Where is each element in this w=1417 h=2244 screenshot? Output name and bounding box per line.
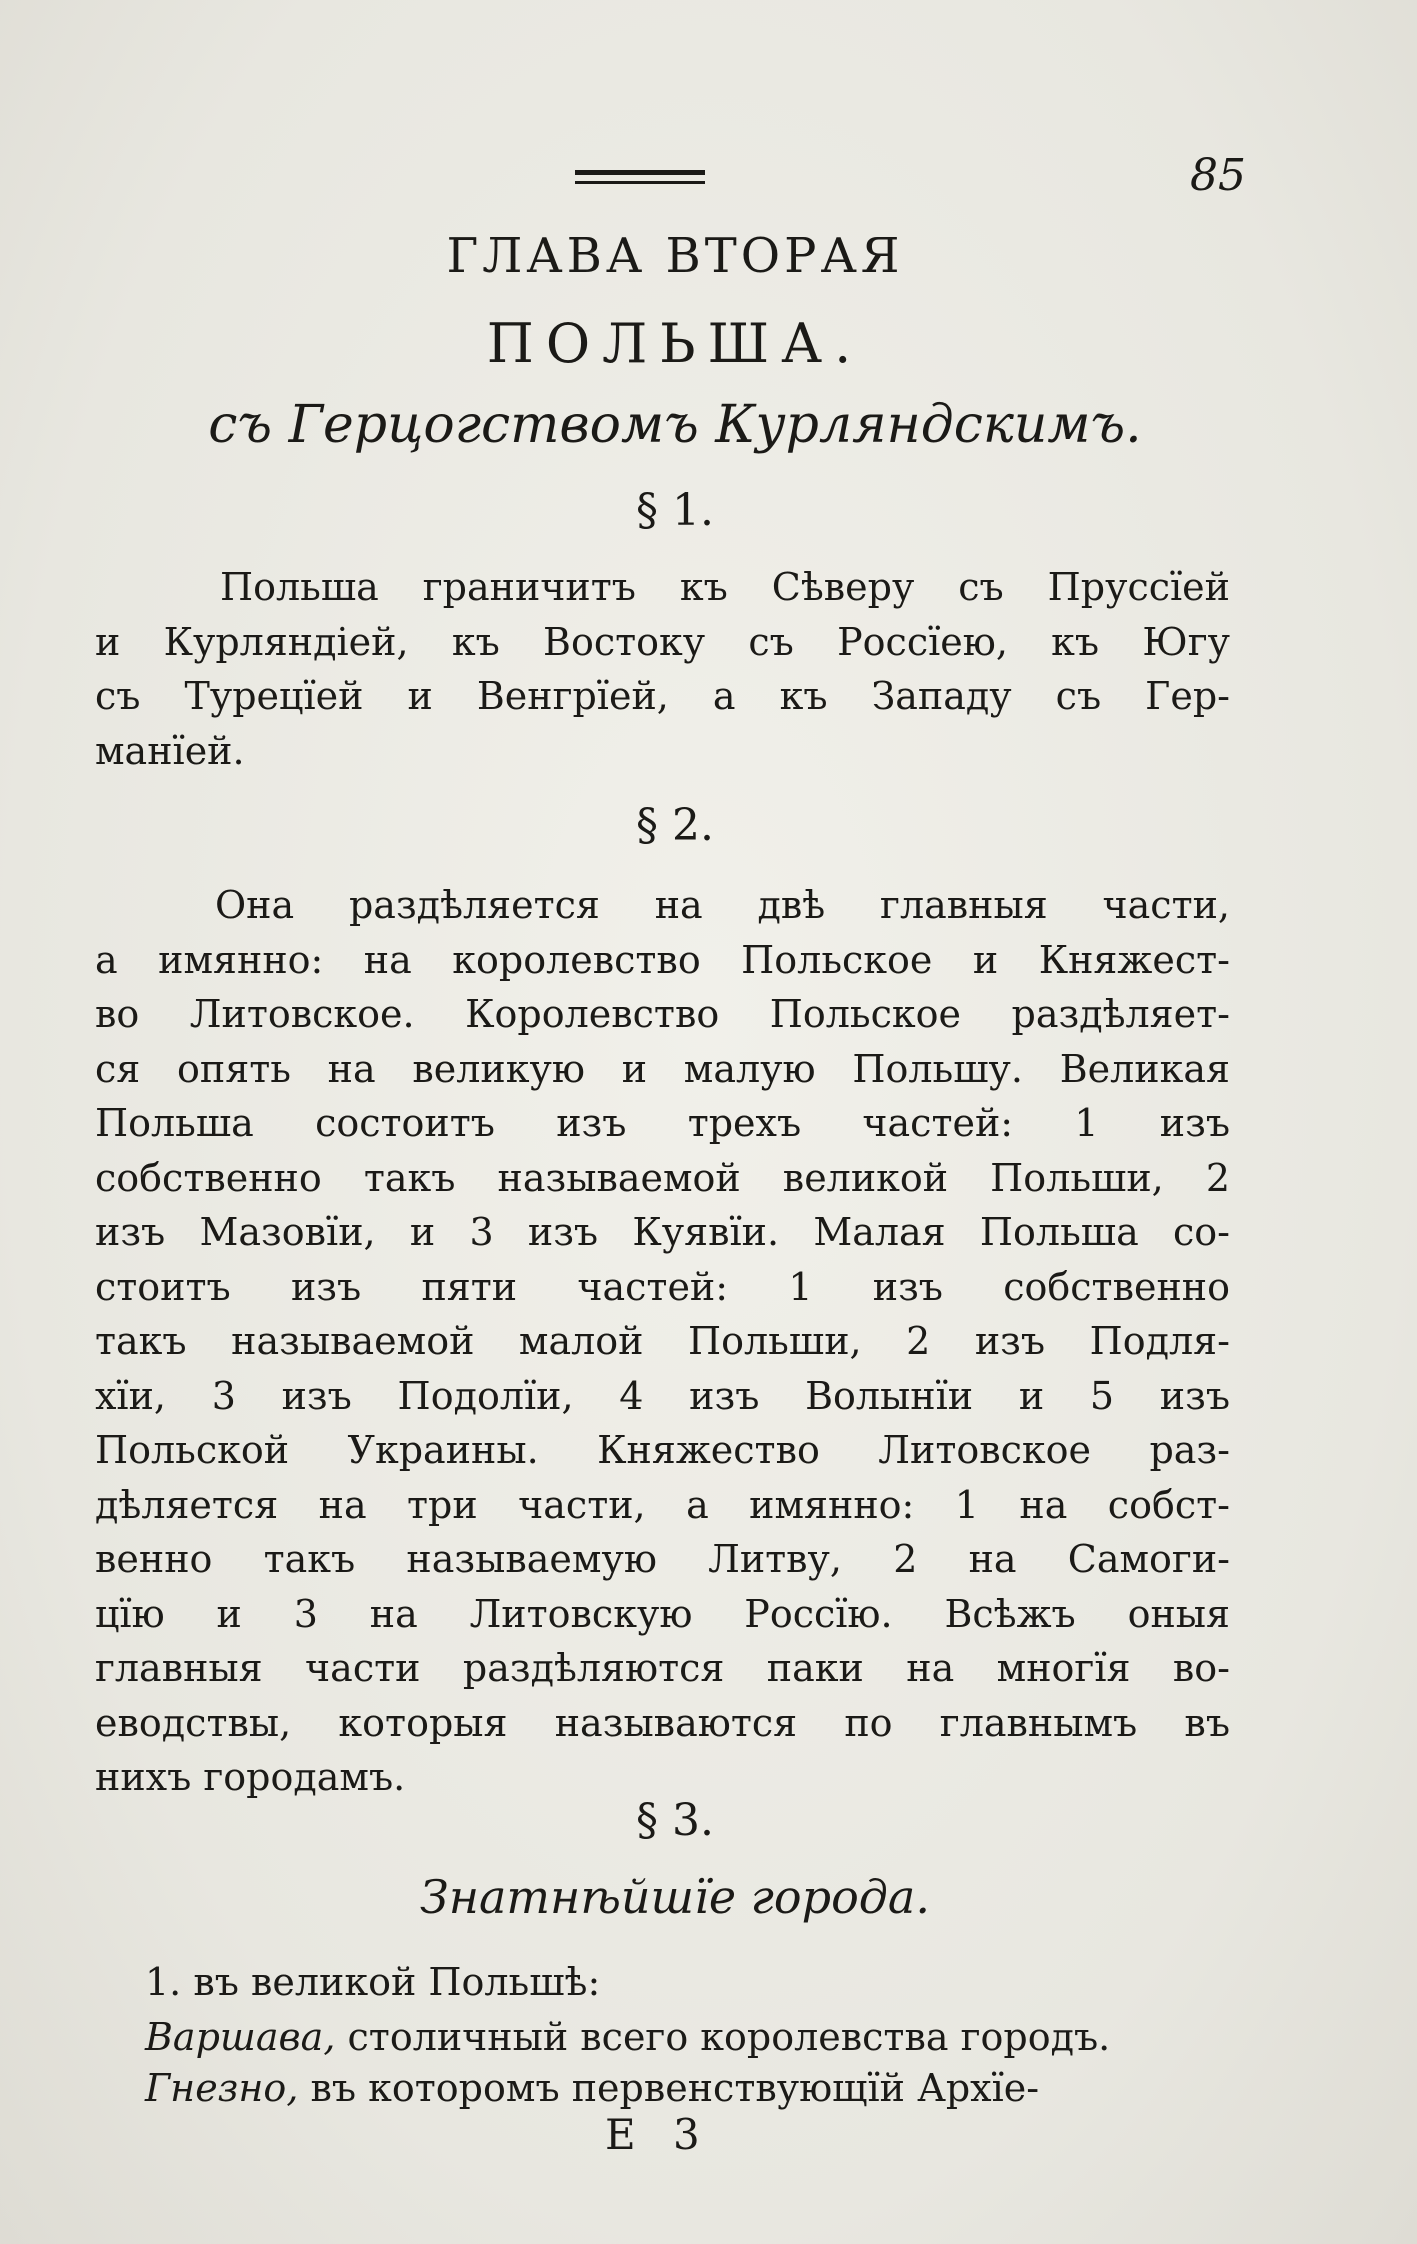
list-item: [145, 2066, 1205, 2110]
text-line: еводствы, которыя называются по главнымъ въ: [95, 1700, 1230, 1745]
list-item: [145, 2015, 1205, 2059]
text-line: а имянно: на королевство Польское и Княжест-: [95, 937, 1230, 982]
text-line: собственно такъ называемой великой Польши, 2: [95, 1155, 1230, 1200]
text-line: съ Турецїей и Венгрїей, а къ Западу съ Гер-: [95, 674, 1230, 718]
city-name: Варшава,: [145, 2015, 336, 2059]
section-mark-2: § 2.: [636, 800, 714, 851]
city-description: столичный всего королевства городъ.: [347, 2015, 1111, 2059]
text-line: такъ называемой малой Польши, 2 изъ Подля-: [95, 1319, 1230, 1363]
text-line: во Литовское. Королевство Польское раздѣляет-: [95, 992, 1230, 1036]
text-line: нихъ городамъ.: [95, 1755, 406, 1799]
list-heading: Знатнѣйшїе города.: [420, 1870, 930, 1924]
country-title: ПОЛЬША.: [486, 312, 864, 375]
page-number: 85: [1190, 150, 1246, 201]
text-line: и Курляндіей, къ Востоку съ Россїею, къ Югу: [95, 619, 1230, 664]
paragraph-1: [95, 560, 1230, 778]
text-line: Польша состоитъ изъ трехъ частей: 1 изъ: [95, 1101, 1230, 1145]
header-rule: [575, 170, 705, 184]
text-line: хїи, 3 изъ Подолїи, 4 изъ Волынїи и 5 изъ: [95, 1373, 1230, 1418]
text-line: Польской Украины. Княжество Литовское раз-: [95, 1428, 1230, 1472]
text-line: главныя части раздѣляются паки на многїя во-: [95, 1646, 1230, 1690]
text-line: цїю и 3 на Литовскую Россїю. Всѣжъ оныя: [95, 1591, 1230, 1636]
chapter-title: ГЛАВА ВТОРАЯ: [446, 228, 904, 284]
section-mark-1: § 1.: [636, 485, 714, 536]
subtitle: съ Герцогствомъ Курляндскимъ.: [208, 395, 1142, 455]
text-line: Она раздѣляется на двѣ главныя части,: [215, 883, 1230, 927]
city-name: Гнезно,: [145, 2066, 299, 2110]
text-line: манїей.: [95, 728, 245, 773]
section-mark-3: § 3.: [636, 1795, 714, 1846]
text-line: венно такъ называемую Литву, 2 на Самоги-: [95, 1537, 1230, 1581]
text-line: стоитъ изъ пяти частей: 1 изъ собственно: [95, 1264, 1230, 1309]
signature-mark: Е 3: [605, 2110, 712, 2159]
text-line: изъ Мазовїи, и 3 изъ Куявїи. Малая Польша со-: [95, 1210, 1230, 1254]
text-line: ся опять на великую и малую Польшу. Великая: [95, 1046, 1230, 1091]
paragraph-2: [95, 878, 1230, 1805]
text-line: дѣляется на три части, а имянно: 1 на собст-: [95, 1482, 1230, 1527]
city-description: въ которомъ первенствующїй Архїе-: [310, 2066, 1040, 2110]
list-item-label: 1. въ великой Польшѣ:: [145, 1960, 601, 2004]
text-line: Польша граничитъ къ Сѣверу съ Пруссїей: [220, 565, 1230, 609]
